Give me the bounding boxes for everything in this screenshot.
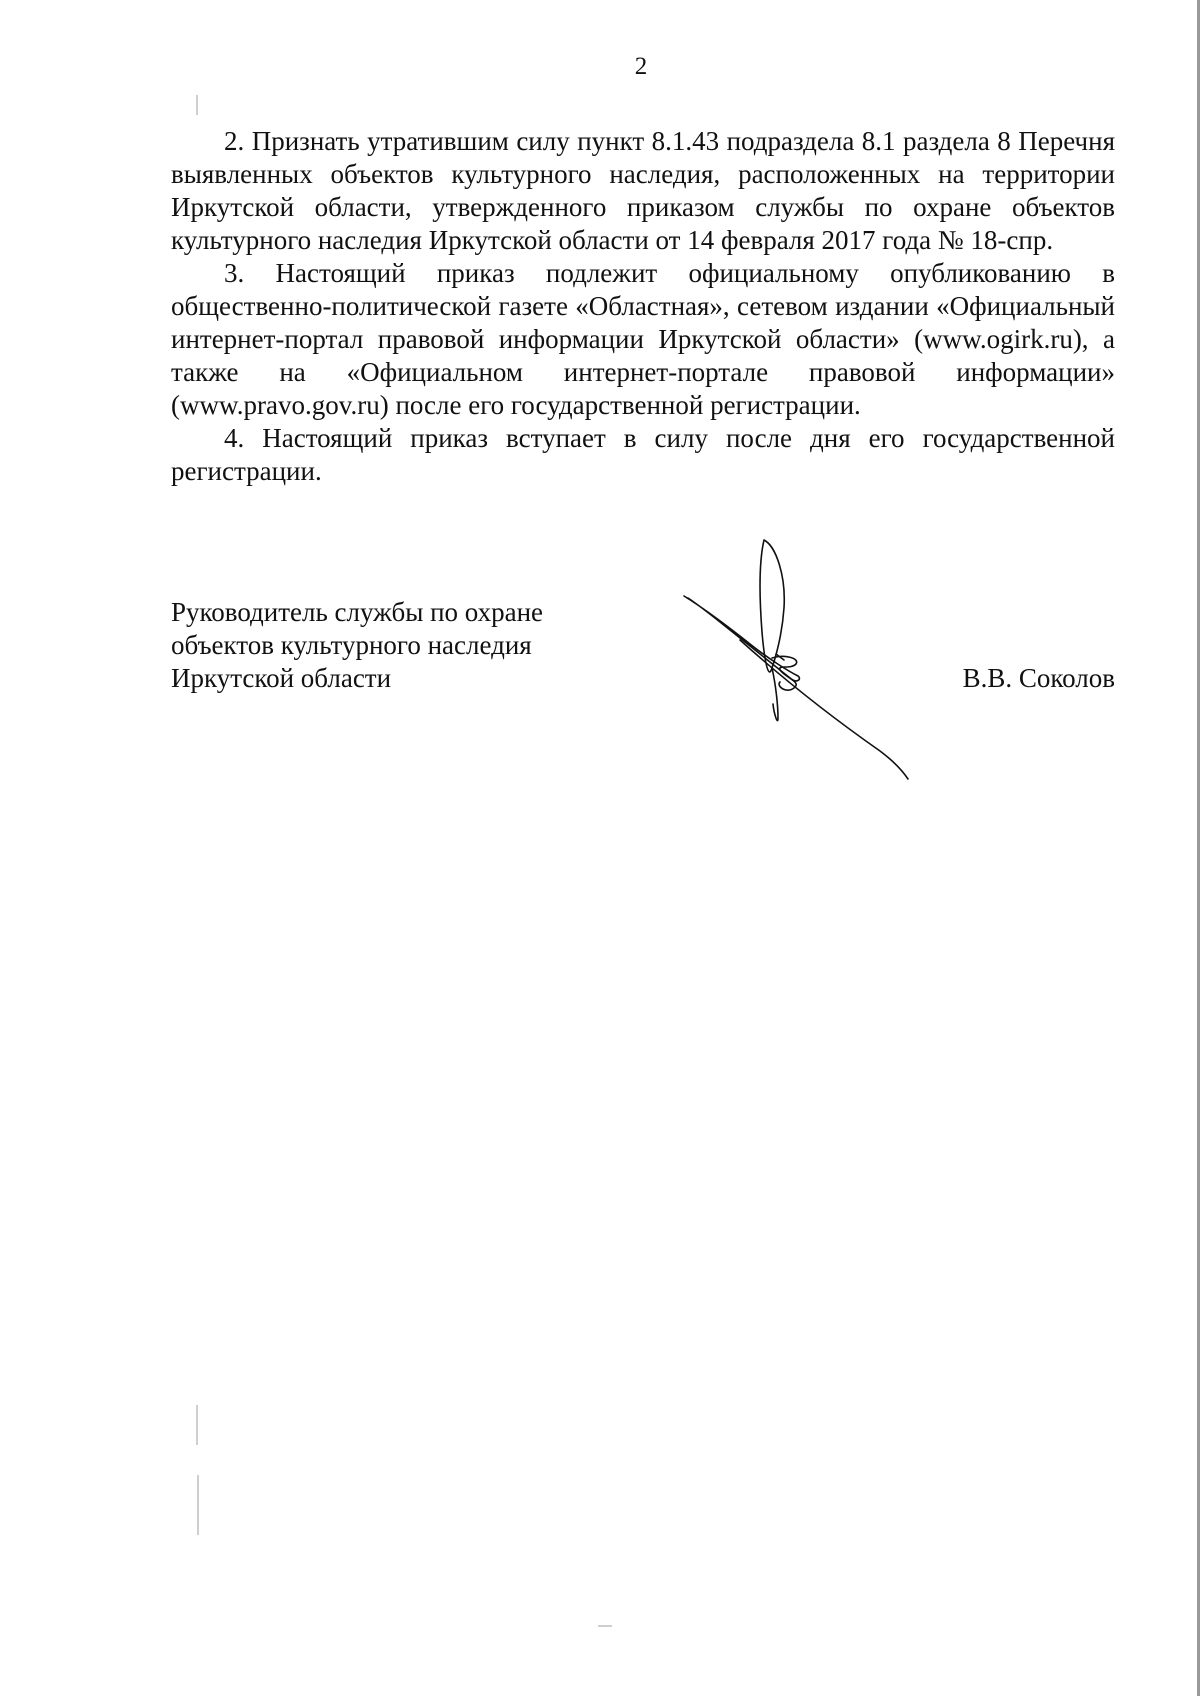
handwritten-signature [680, 536, 930, 786]
page-number: 2 [634, 53, 648, 80]
scan-artifact [196, 95, 198, 115]
paragraph-item-2: 2. Признать утратившим силу пункт 8.1.43 подраздела 8.1 раздела 8 Перечня выявленных объектов культурного наследия, расположенных на территории Иркутской области, утвержденного приказом службы по охране объектов культурного наследия Иркутской области от 14 февраля 2017 года № 18-спр. [171, 126, 1115, 255]
paragraph-item-4: 4. Настоящий приказ вступает в силу после дня его государственной регистрации. [171, 423, 1115, 486]
order-body [171, 125, 1115, 488]
paragraph-item-3: 3. Настоящий приказ подлежит официальному опубликованию в общественно-политической газете «Областная», сетевом издании «Официальный интернет-портал правовой информации Иркутской области» (www.ogirk.ru), а также на «Официальном интернет-портале правовой информации» (www.pravo.gov.ru) после его государственной регистрации. [171, 258, 1115, 420]
signature-block [171, 596, 1115, 695]
signer-name: В.В. Соколов [962, 663, 1115, 693]
scan-artifact [196, 1405, 198, 1445]
signer-position [171, 596, 631, 695]
signer-position-line: объектов культурного наследия [171, 630, 532, 660]
signer-position-line: Руководитель службы по охране [171, 597, 544, 627]
scan-artifact [197, 1475, 199, 1535]
scan-artifact [598, 1625, 612, 1627]
signer-position-line: Иркутской области [171, 663, 392, 693]
